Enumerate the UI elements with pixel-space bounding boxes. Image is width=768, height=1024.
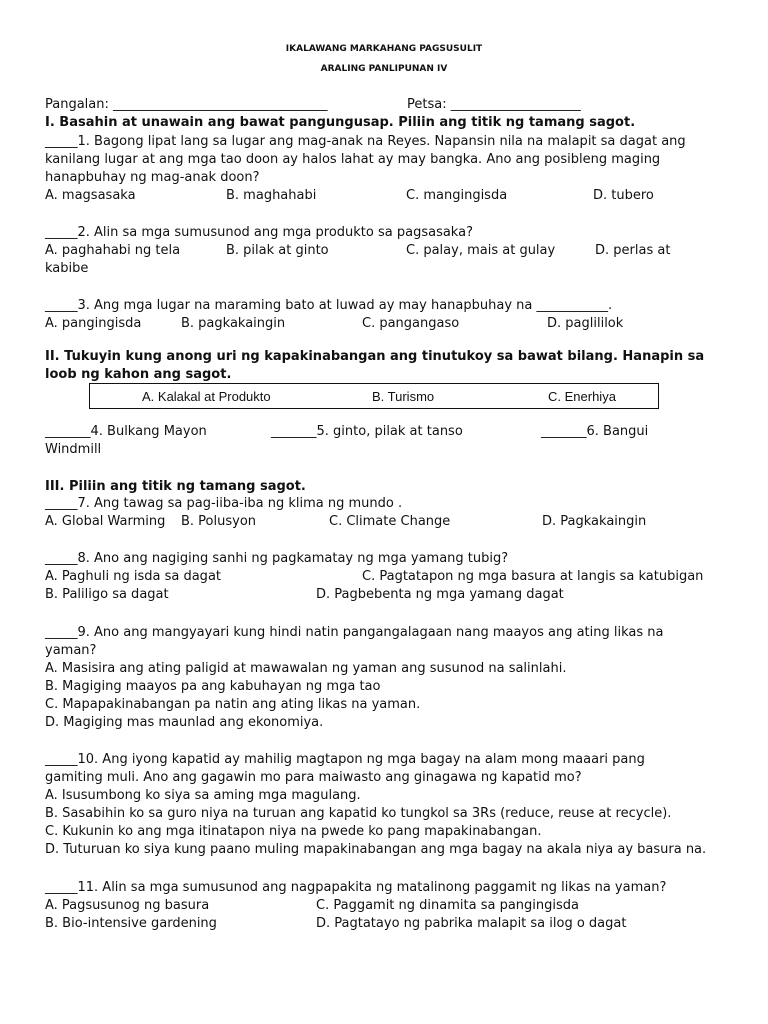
q8-choice-a: A. Paghuli ng isda sa dagat xyxy=(45,569,222,584)
box-option-a: A. Kalakal at Produkto xyxy=(142,389,271,404)
box-option-b: B. Turismo xyxy=(372,389,435,404)
q8-line1: _____8. Ano ang nagiging sanhi ng pagkamatay ng mga yamang tubig? xyxy=(45,551,509,566)
q7-line1: _____7. Ang tawag sa pag-iiba-iba ng klima ng mundo . xyxy=(45,496,403,511)
q1-choice-c: C. mangingisda xyxy=(406,188,508,203)
q10-choice-d: D. Tuturuan ko siya kung paano muling mapakinabangan ang mga bagay na akala niya ay basura na. xyxy=(45,842,707,857)
q10-choice-c: C. Kukunin ko ang mga itinatapon niya na pwede ko pang mapakinabangan. xyxy=(45,824,542,839)
q10-choice-b: B. Sasabihin ko sa guro niya na turuan ang kapatid ko tungkol sa 3Rs (reduce, reuse at recycle). xyxy=(45,806,672,821)
q3-line1: _____3. Ang mga lugar na maraming bato at luwad ay may hanapbuhay na ___________. xyxy=(45,298,613,313)
q2-line1: _____2. Alin sa mga sumusunod ang mga produkto sa pagsasaka? xyxy=(45,225,473,240)
q8-choice-d: D. Pagbebenta ng mga yamang dagat xyxy=(316,587,564,602)
part1-heading: I. Basahin at unawain ang bawat pangungusap. Piliin ang titik ng tamang sagot. xyxy=(45,115,636,130)
q2-choice-d: D. perlas at xyxy=(595,243,671,258)
q6-cont: Windmill xyxy=(45,442,102,457)
q3-choice-b: B. pagkakaingin xyxy=(181,316,286,331)
q9-line1: _____9. Ano ang mangyayari kung hindi natin pangangalagaan nang maayos ang ating likas na xyxy=(45,625,664,640)
q11-line1: _____11. Alin sa mga sumusunod ang nagpapakita ng matalinong paggamit ng likas na yaman? xyxy=(45,880,667,895)
q1-choice-b: B. maghahabi xyxy=(226,188,317,203)
name-field[interactable]: Pangalan: _________________________________ xyxy=(45,97,328,112)
q9-choice-b: B. Magiging maayos pa ang kabuhayan ng mga tao xyxy=(45,679,381,694)
date-field[interactable]: Petsa: ____________________ xyxy=(407,97,581,112)
q1-choice-d: D. tubero xyxy=(593,188,654,203)
q8-choice-c: C. Pagtatapon ng mga basura at langis sa katubigan xyxy=(362,569,704,584)
q9-choice-d: D. Magiging mas maunlad ang ekonomiya. xyxy=(45,715,324,730)
q1-line3: hanapbuhay ng mag-anak doon? xyxy=(45,170,260,185)
part2-heading-line1: II. Tukuyin kung anong uri ng kapakinabangan ang tinutukoy sa bawat bilang. Hanapin sa xyxy=(45,349,705,364)
q11-choice-d: D. Pagtatayo ng pabrika malapit sa ilog o dagat xyxy=(316,916,627,931)
q10-line1: _____10. Ang iyong kapatid ay mahilig magtapon ng mga bagay na alam mong maaari pang xyxy=(45,752,645,767)
q2-choice-b: B. pilak at ginto xyxy=(226,243,329,258)
exam-title: IKALAWANG MARKAHANG PAGSUSULIT xyxy=(285,44,483,54)
q7-choice-a: A. Global Warming xyxy=(45,514,166,529)
q3-choice-d: D. paglililok xyxy=(547,316,624,331)
q1-line1: _____1. Bagong lipat lang sa lugar ang mag-anak na Reyes. Napansin nila na malapit sa dagat ang xyxy=(45,134,686,149)
q10-choice-a: A. Isusumbong ko siya sa aming mga magulang. xyxy=(45,788,361,803)
q2-choice-a: A. paghahabi ng tela xyxy=(45,243,181,258)
part3-heading: III. Piliin ang titik ng tamang sagot. xyxy=(45,479,306,494)
q8-choice-b: B. Paliligo sa dagat xyxy=(45,587,169,602)
answer-box xyxy=(89,383,659,409)
part2-heading-line2: loob ng kahon ang sagot. xyxy=(45,367,232,382)
q7-choice-c: C. Climate Change xyxy=(329,514,451,529)
q2-choice-c: C. palay, mais at gulay xyxy=(406,243,556,258)
q9-choice-c: C. Mapapakinabangan pa natin ang ating likas na yaman. xyxy=(45,697,421,712)
q11-choice-c: C. Paggamit ng dinamita sa pangingisda xyxy=(316,898,579,913)
q9-choice-a: A. Masisira ang ating paligid at mawawalan ng yaman ang susunod na salinlahi. xyxy=(45,661,567,676)
q9-line2: yaman? xyxy=(45,643,97,658)
q3-choice-c: C. pangangaso xyxy=(362,316,460,331)
q6: _______6. Bangui xyxy=(541,424,649,439)
q1-line2: kanilang lugar at ang mga tao doon ay halos lahat ay may bangka. Ano ang posibleng maging xyxy=(45,152,661,167)
box-option-c: C. Enerhiya xyxy=(548,389,616,404)
q4: _______4. Bulkang Mayon xyxy=(45,424,207,439)
exam-subtitle: ARALING PANLIPUNAN IV xyxy=(320,64,448,74)
q1-choice-a: A. magsasaka xyxy=(45,188,136,203)
q7-choice-b: B. Polusyon xyxy=(181,514,257,529)
q11-choice-b: B. Bio-intensive gardening xyxy=(45,916,217,931)
q7-choice-d: D. Pagkakaingin xyxy=(542,514,647,529)
q3-choice-a: A. pangingisda xyxy=(45,316,142,331)
q10-line2: gamiting muli. Ano ang gagawin mo para maiwasto ang ginagawa ng kapatid mo? xyxy=(45,770,582,785)
q11-choice-a: A. Pagsusunog ng basura xyxy=(45,898,210,913)
q2-choice-d-cont: kabibe xyxy=(45,261,89,276)
q5: _______5. ginto, pilak at tanso xyxy=(271,424,463,439)
